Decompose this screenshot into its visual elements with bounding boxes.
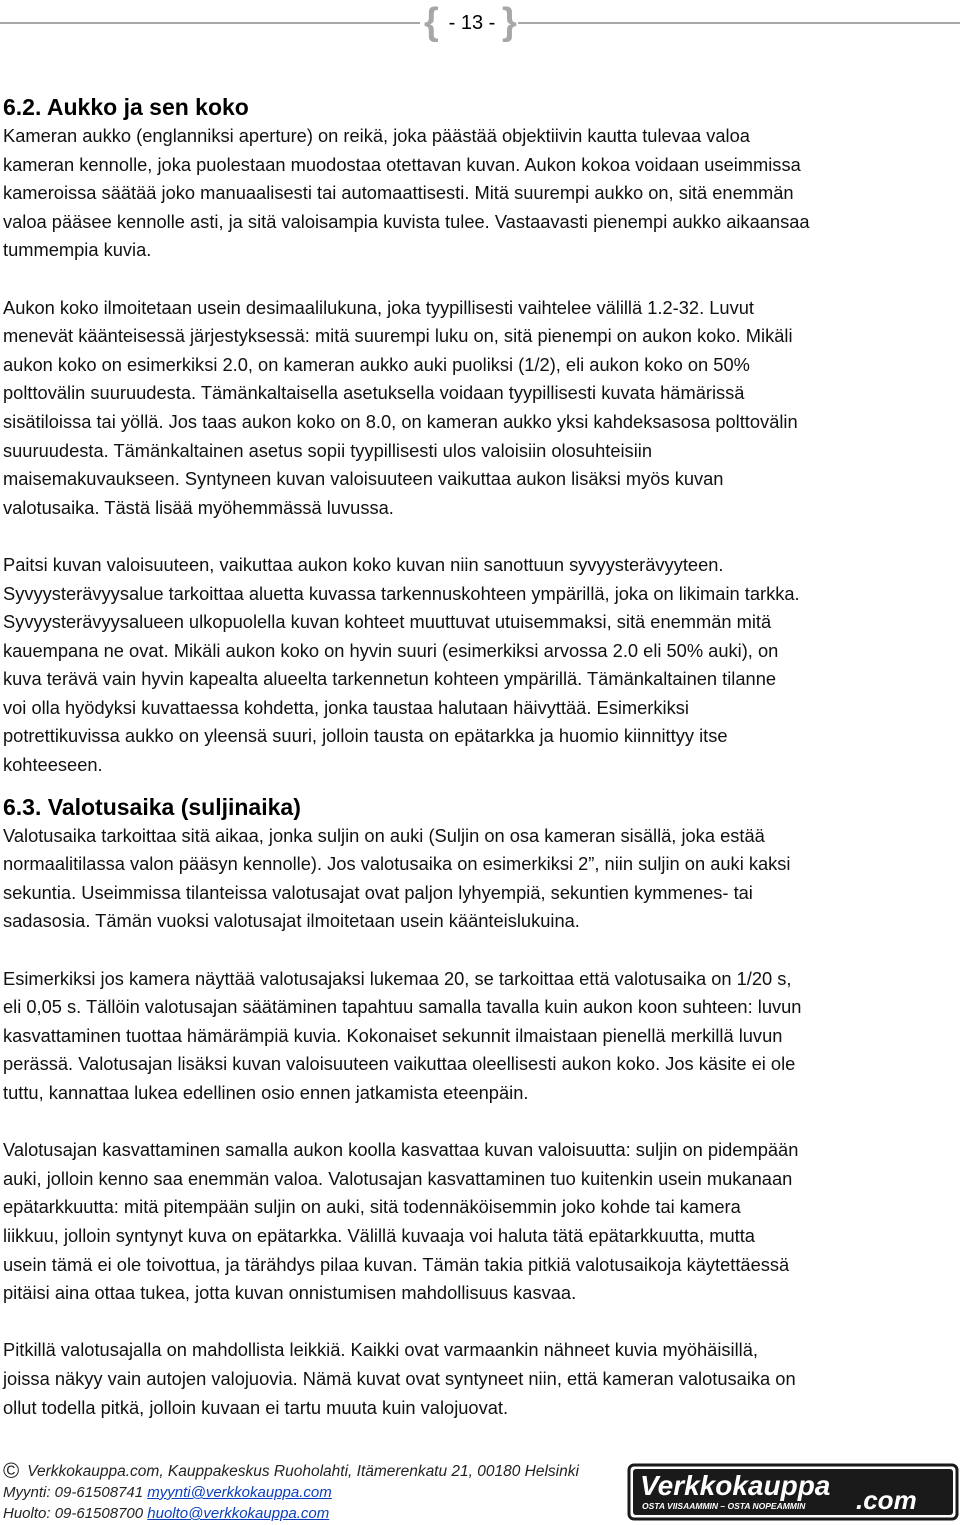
text-line: Pitkillä valotusajalla on mahdollista leikkiä. Kaikki ovat varmaankin nähneet kuvia myöhäisillä, — [3, 1339, 758, 1361]
verkkokauppa-logo — [626, 1462, 960, 1522]
text-line: valotusaika. Tästä lisää myöhemmässä luvussa. — [3, 496, 394, 518]
section-title: 6.3. Valotusaika (suljinaika) — [3, 793, 301, 820]
text-line: Aukon koko ilmoitetaan usein desimaalilukuna, joka tyypillisesti vaihtelee välillä 1.2-32. Luvut — [3, 296, 754, 318]
header-rule-right — [518, 22, 960, 24]
page-footer — [3, 1458, 960, 1525]
footer-sales-line — [3, 1484, 332, 1501]
text-line: normaalitilassa valon pääsyn kennolle). Jos valotusaika on esimerkiksi 2”, niin suljin on auki kaksi — [3, 853, 791, 875]
page-header — [0, 0, 960, 50]
text-line: usein tämä ei ole toivottua, ja tärähdys pilaa kuvan. Tämän takia pitkiä valotusaikoja käytettäessä — [3, 1253, 790, 1275]
text-line: Valotusajan kasvattaminen samalla aukon koolla kasvattaa kuvan valoisuutta: suljin on pidempään — [3, 1139, 799, 1161]
text-line: joissa näkyy vain autojen valojuovia. Nämä kuvat ovat syntyneet niin, että kameran valotusaika on — [3, 1367, 796, 1389]
paragraph — [3, 1336, 953, 1422]
paragraph — [3, 294, 953, 523]
text-line: eli 0,05 s. Tällöin valotusajan säätäminen tapahtuu samalla tavalla kuin aukon koon suhteen: luvun — [3, 996, 802, 1018]
logo-suffix: .com — [856, 1485, 917, 1515]
text-line: menevät käänteisessä järjestyksessä: mitä suurempi luku on, sitä pienempi on aukon koko. Mikäli — [3, 325, 793, 347]
paragraph — [3, 822, 953, 936]
service-email-link[interactable]: huolto@verkkokauppa.com — [147, 1505, 330, 1522]
text-line: pitäisi aina ottaa tukea, jotta kuvan onnistumisen mahdollisuus kasvaa. — [3, 1282, 577, 1304]
paragraph — [3, 122, 953, 265]
logo-slogan: OSTA VIISAAMMIN – OSTA NOPEAMMIN — [642, 1501, 806, 1511]
text-line: Esimerkiksi jos kamera näyttää valotusajaksi lukemaa 20, se tarkoittaa että valotusaika on 1/20 s, — [3, 967, 792, 989]
text-line: Valotusaika tarkoittaa sitä aikaa, jonka suljin on auki (Suljin on osa kameran sisällä, joka estää — [3, 824, 765, 846]
text-line: voi olla hyödyksi kuvattaessa kohdetta, jonka taustaa halutaan häivyttää. Esimerkiksi — [3, 696, 689, 718]
text-line: suuruudesta. Tämänkaltainen asetus sopii tyypillisesti ulos valoisiin olosuhteisiin — [3, 439, 652, 461]
text-line: tuttu, kannattaa lukea edellinen osio ennen jatkamista eteenpäin. — [3, 1082, 529, 1103]
document-body — [3, 92, 953, 1422]
sales-email-link[interactable]: myynti@verkkokauppa.com — [147, 1484, 332, 1501]
text-line: sekuntia. Useimmissa tilanteissa valotusajat ovat paljon lyhyempiä, sekuntien kymmenes- tai — [3, 881, 753, 903]
text-line: Kameran aukko (englanniksi aperture) on reikä, joka päästää objektiivin kautta tulevaa valoa — [3, 125, 750, 146]
text-line: kameroissa säätää joko manuaalisesti tai automaattisesti. Mitä suurempi aukko on, sitä enemmän — [3, 182, 794, 204]
text-line: Paitsi kuvan valoisuuteen, vaikuttaa aukon koko kuvan niin sanottuun syvyysterävyyteen. — [3, 553, 724, 575]
paragraph-gap — [3, 1308, 953, 1337]
text-line: valoa pääsee kennolle asti, ja sitä valoisampia kuvista tulee. Vastaavasti pienempi aukko aikaansaa — [3, 210, 810, 232]
text-line: potrettikuvissa aukko on yleensä suuri, jolloin tausta on epätarkka ja huomio kiinnittyy itse — [3, 725, 728, 747]
section-title: 6.2. Aukko ja sen koko — [3, 94, 249, 120]
copyright-icon: © — [3, 1458, 20, 1483]
sales-phone: Myynti: 09-61508741 — [3, 1484, 148, 1501]
section-paragraphs — [3, 122, 953, 780]
service-phone: Huolto: 09-61508700 — [3, 1505, 148, 1522]
right-brace-icon: } — [502, 1, 517, 43]
paragraph — [3, 1136, 953, 1308]
text-line: sisätiloissa tai yöllä. Jos taas aukon koko on 8.0, on kameran aukko yksi kahdeksasosa polttovälin — [3, 410, 798, 432]
paragraph-gap — [3, 522, 953, 551]
text-line: kasvattaminen tuottaa hämärämpiä kuvia. Kokonaiset sekunnit ilmaistaan pienellä merkillä luvun — [3, 1024, 783, 1046]
text-line: maisemakuvaukseen. Syntyneen kuvan valoisuuteen vaikuttaa aukon lisäksi myös kuvan — [3, 468, 724, 490]
paragraph-gap — [3, 265, 953, 294]
section-exposure-time — [3, 792, 953, 1422]
paragraph-gap — [3, 936, 953, 965]
left-brace-icon: { — [424, 1, 439, 43]
section-aperture — [3, 92, 953, 780]
text-line: polttovälin suuruudesta. Tämänkaltaisella asetuksella voidaan tyypillisesti kuvata hämärissä — [3, 382, 745, 404]
footer-service-line — [3, 1505, 329, 1522]
company-address: Verkkokauppa.com, Kauppakeskus Ruoholahti, Itämerenkatu 21, 00180 Helsinki — [27, 1463, 579, 1480]
logo-wordmark: Verkkokauppa — [640, 1470, 831, 1501]
text-line: Syvyysterävyysalue tarkoittaa aluetta kuvassa tarkennuskohteen ympärillä, joka on likimain tarkka. — [3, 582, 800, 604]
footer-address-line — [3, 1458, 579, 1484]
paragraph — [3, 551, 953, 780]
text-line: auki, jolloin kenno saa enemmän valoa. Valotusajan kasvattaminen tuo kuitenkin usein mukanaan — [3, 1167, 793, 1189]
paragraph — [3, 965, 953, 1108]
section-paragraphs — [3, 822, 953, 1422]
page-number: - 13 - — [448, 12, 496, 34]
header-rule-left — [0, 22, 420, 24]
text-line: sadasosia. Tämän vuoksi valotusajat ilmoitetaan usein käänteislukuina. — [3, 910, 580, 932]
paragraph-gap — [3, 1108, 953, 1137]
text-line: kameran kennolle, joka puolestaan muodostaa otettavan kuvan. Aukon kokoa voidaan useimmissa — [3, 153, 801, 175]
text-line: Syvyysterävyysalueen ulkopuolella kuvan kohteet muuttuvat utuisemmaksi, sitä enemmän mitä — [3, 611, 772, 633]
text-line: kohteeseen. — [3, 754, 103, 776]
text-line: kauempana ne ovat. Mikäli aukon koko on hyvin suuri (esimerkiksi arvossa 2.0 eli 50% auki), on — [3, 639, 779, 661]
text-line: perässä. Valotusajan lisäksi kuvan valoisuuteen vaikuttaa oleellisesti aukon koko. Jos käsite ei ole — [3, 1053, 796, 1075]
text-line: epätarkkuutta: mitä pitempään suljin on auki, sitä todennäköisemmin joko kohde tai kamera — [3, 1196, 741, 1218]
text-line: liikkuu, jolloin syntynyt kuva on epätarkka. Välillä kuvaaja voi haluta tätä epätarkkuutta, mutta — [3, 1224, 755, 1246]
text-line: ollut todella pitkä, jolloin kuvaan ei tartu muuta kuin valojuovat. — [3, 1396, 509, 1418]
text-line: tummempia kuvia. — [3, 239, 152, 261]
text-line: kuva terävä vain hyvin kapealta alueelta tarkennetun kohteen ympärillä. Tämänkaltainen tilanne — [3, 668, 777, 690]
text-line: aukon koko on esimerkiksi 2.0, on kameran aukko auki puoliksi (1/2), eli aukon koko on 50% — [3, 353, 750, 375]
